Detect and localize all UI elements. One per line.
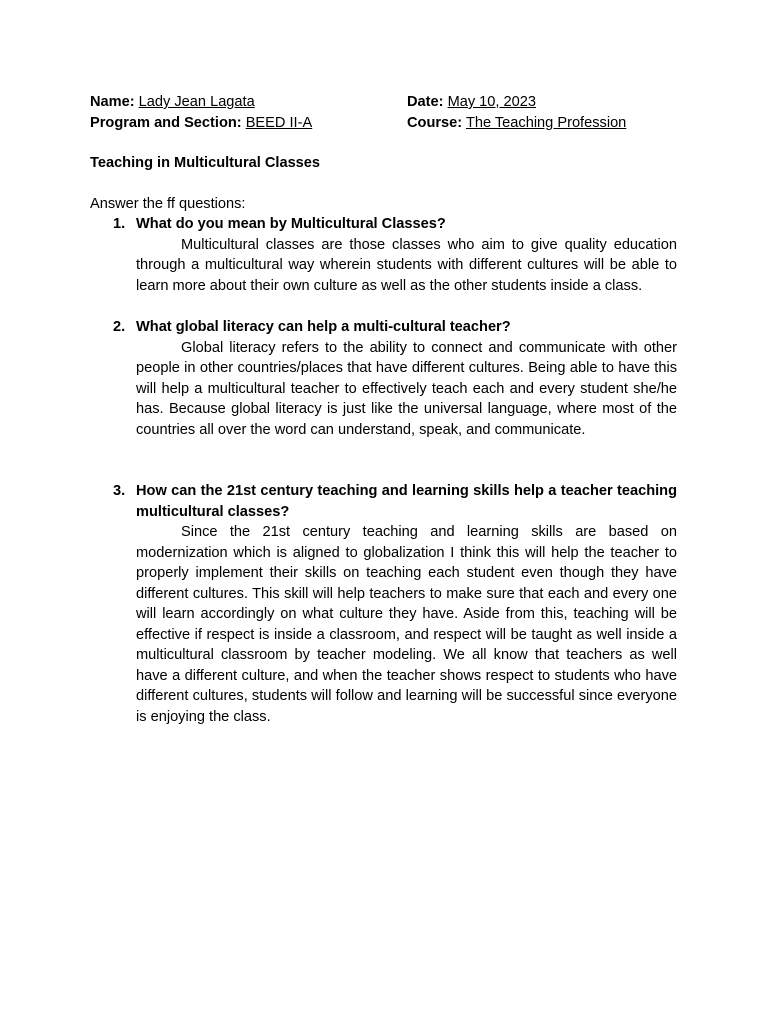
date-field [407,92,536,113]
answer-paragraph: Global literacy refers to the ability to connect and communicate with other people in other countries/places that have different cultures. Being able to have this will help a multicultural teacher to effectively teach each and every student she/he has. Because global literacy is just like the universal language, where most of the countries all over the word can understand, speak, and communicate. [136,339,677,438]
course-value: The Teaching Profession [465,114,627,131]
question-text: What do you mean by Multicultural Classes? [136,216,446,232]
header-row-2 [90,113,690,134]
question-heading [113,317,677,338]
question-heading [113,214,677,235]
header-row-1 [90,92,690,113]
question-item-1 [113,214,677,296]
course-field [407,113,626,134]
course-label: Course: [407,114,463,131]
question-item-3 [113,481,677,727]
answer-paragraph: Since the 21st century teaching and learning skills are based on modernization which is aligned to globalization I think this will help the teacher to properly implement their skills on teaching each student even though they have different cultures. This skill will help teachers to make sure that each and every one will learn accordingly on what culture they have. Aside from this, teaching will be effective if respect is inside a classroom, and respect will be taught as well inside a multicultural classroom by teacher modeling. We all know that teachers as well have a different culture, and when the teacher shows respect to students who have different cultures, students will follow and learning will be successful since everyone is enjoying the class. [136,524,677,725]
date-value: May 10, 2023 [447,94,536,110]
program-value: BEED II-A [245,114,313,131]
name-value: Lady Jean Lagata [138,94,255,110]
program-field [90,113,407,134]
name-label: Name: [90,94,135,110]
program-label: Program and Section: [90,114,242,131]
question-number: 2. [113,319,126,335]
answer-paragraph: Multicultural classes are those classes who aim to give quality education through a multicultural way wherein students with different cultures will be able to learn more about their own culture as well as the other students inside a class. [136,236,677,294]
question-number: 3. [113,483,126,499]
date-label: Date: [407,94,444,110]
document-title: Teaching in Multicultural Classes [90,155,321,171]
question-item-2 [113,317,677,440]
header-block [90,92,690,133]
question-heading [113,481,677,522]
question-number: 1. [113,216,126,232]
question-text: How can the 21st century teaching and learning skills help a teacher teaching multicultural classes? [136,483,677,520]
question-text: What global literacy can help a multi-cultural teacher? [136,319,511,335]
instructions-text: Answer the ff questions: [90,196,246,212]
name-field [90,92,407,113]
